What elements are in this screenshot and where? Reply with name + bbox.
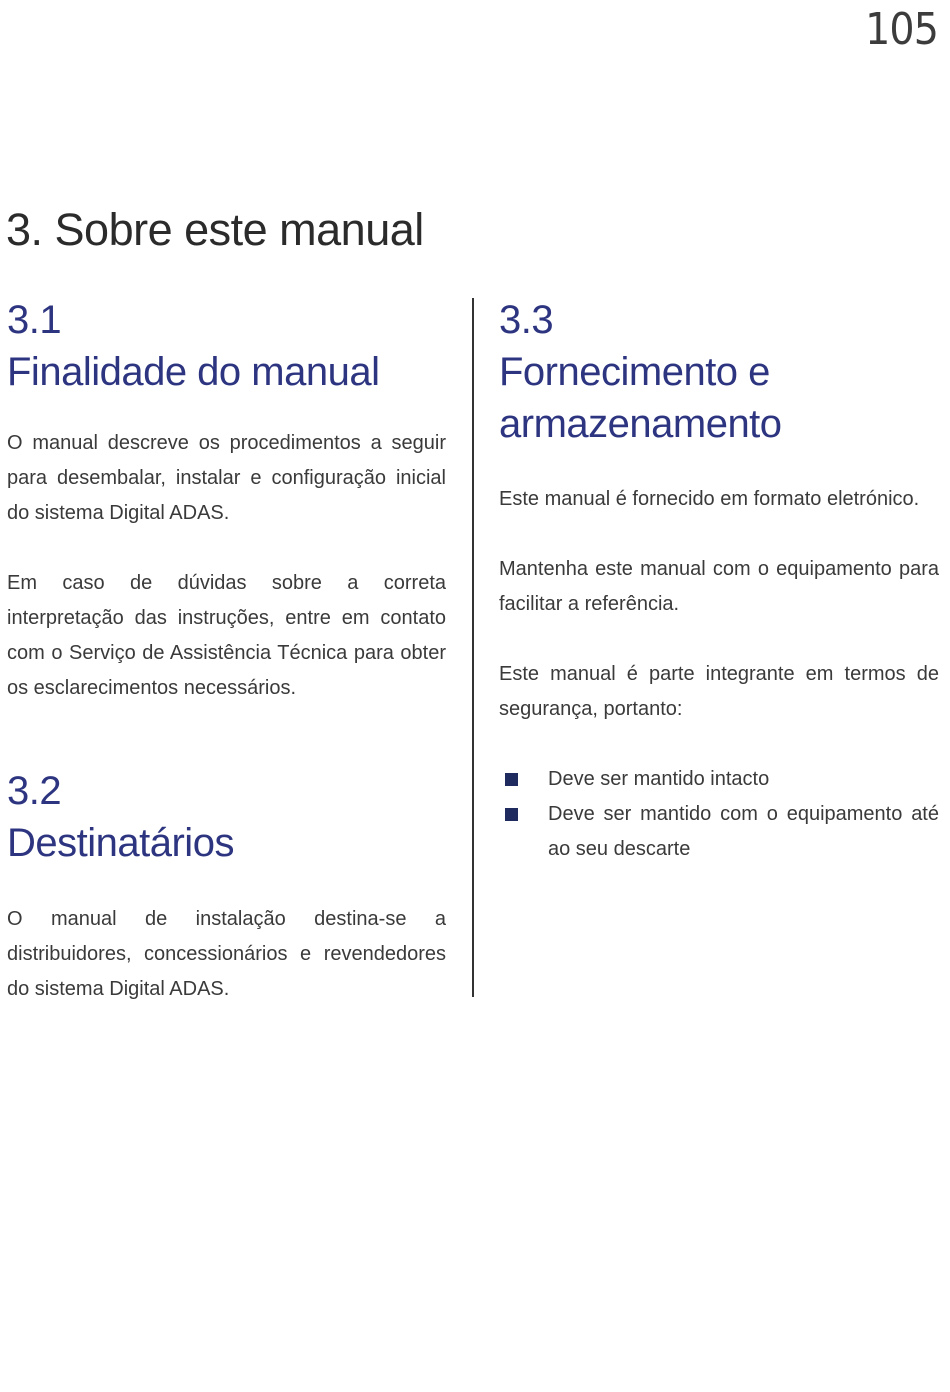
section-number: 3.3	[499, 298, 554, 342]
section-number: 3.1	[7, 298, 62, 342]
list-item-text: Deve ser mantido intacto	[548, 768, 770, 790]
list-item	[499, 797, 939, 867]
paragraph: Em caso de dúvidas sobre a correta interpretação das instruções, entre em contato com o Serviço de Assistência Técnica para obter os esclarecimentos necessários.	[7, 572, 446, 699]
page-number: 105	[865, 4, 938, 55]
square-bullet-icon	[505, 808, 518, 821]
section-number: 3.2	[7, 769, 62, 813]
paragraph: O manual de instalação destina-se a distribuidores, concessionários e revendedores do sistema Digital ADAS.	[7, 908, 446, 1000]
list-item-text: Deve ser mantido com o equipamento até ao seu descarte	[548, 803, 939, 860]
square-bullet-icon	[505, 773, 518, 786]
list-item	[499, 762, 939, 797]
paragraph: Este manual é parte integrante em termos de segurança, portanto:	[499, 663, 939, 720]
section-3-3	[499, 294, 939, 867]
section-title-line-1: Fornecimento e	[499, 350, 770, 394]
bullet-list	[499, 762, 939, 867]
section-3-1	[7, 294, 446, 706]
column-divider	[472, 298, 474, 997]
section-title: Finalidade do manual	[7, 350, 380, 394]
paragraph: Mantenha este manual com o equipamento para facilitar a referência.	[499, 558, 939, 615]
paragraph: O manual descreve os procedimentos a seguir para desembalar, instalar e configuração inicial do sistema Digital ADAS.	[7, 432, 446, 524]
section-title: Destinatários	[7, 821, 234, 865]
section-3-2	[7, 765, 446, 1007]
section-title-line-2: armazenamento	[499, 402, 782, 446]
chapter-title: 3. Sobre este manual	[6, 204, 424, 255]
paragraph: Este manual é fornecido em formato eletrónico.	[499, 488, 920, 510]
